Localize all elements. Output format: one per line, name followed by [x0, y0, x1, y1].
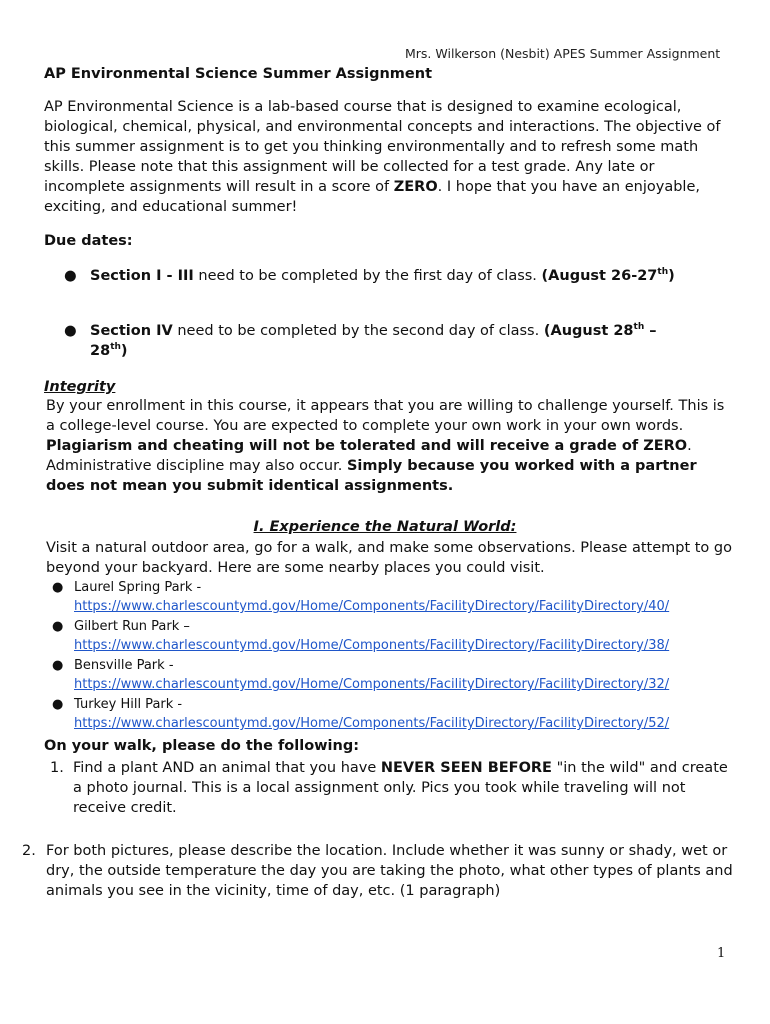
item-text — [73, 758, 733, 818]
running-header: Mrs. Wilkerson (Nesbit) APES Summer Assignment — [405, 46, 721, 61]
due-item-date-text: (August 28 — [543, 323, 634, 339]
due-item-date2-text: – 28 — [90, 323, 657, 359]
intro-paragraph — [44, 97, 734, 217]
park-link[interactable]: https://www.charlescountymd.gov/Home/Components/FacilityDirectory/FacilityDirectory/52/ — [74, 716, 670, 731]
item-text-b: "in the wild" and create a photo journal. This is a local assignment only. Pics you took while traveling will not receive credit. — [73, 760, 728, 816]
park-link[interactable]: https://www.charlescountymd.gov/Home/Components/FacilityDirectory/FacilityDirectory/40/ — [74, 599, 670, 614]
bullet-icon: ● — [52, 697, 64, 712]
due-item-text — [90, 266, 680, 286]
due-item-bold: Section IV — [90, 323, 173, 339]
due-item-date-text: (August 26-27 — [541, 268, 658, 284]
item-text-a: Find a plant AND an animal that you have — [73, 760, 381, 776]
due-dates-heading: Due dates: — [44, 233, 133, 249]
bullet-icon: ● — [52, 580, 64, 595]
due-item-date-sup: th — [657, 267, 669, 277]
item-bold: NEVER SEEN BEFORE — [380, 760, 552, 776]
due-item-date2-sup: th — [110, 342, 121, 352]
park-name: Laurel Spring Park - — [74, 580, 202, 595]
document-title: AP Environmental Science Summer Assignment — [44, 66, 432, 82]
due-item-rest: need to be completed by the first day of class. — [193, 268, 542, 284]
bullet-icon: ● — [52, 619, 64, 634]
bullet-icon: ● — [52, 658, 64, 673]
integrity-bold-a: Plagiarism and cheating will not be tolerated and will receive a grade of ZERO — [46, 438, 688, 454]
due-item-close: ) — [668, 268, 675, 284]
due-item-text — [90, 321, 680, 361]
due-item-date — [542, 268, 675, 284]
due-item-date-sup: th — [633, 322, 645, 332]
item-number: 1. — [50, 760, 64, 776]
integrity-heading: Integrity — [44, 379, 116, 395]
integrity-bold-b: Simply because you worked with a partner does not mean you submit identical assignments. — [46, 458, 697, 494]
intro-text-b: . I hope that you have an enjoyable, exciting, and educational summer! — [44, 179, 700, 215]
park-name: Turkey Hill Park - — [74, 697, 183, 712]
walk-heading: On your walk, please do the following: — [44, 738, 360, 754]
intro-text-a: AP Environmental Science is a lab-based course that is designed to examine ecological, biological, chemical, physical, and environmental concepts and interactions. The objective of this summer assignment is to get you thinking environmentally and to refresh some math skills. Please note that this assignment will be collected for a test grade. Any late or incomplete assignments will result in a score of — [44, 99, 721, 195]
due-item-bold: Section I - III — [90, 268, 194, 284]
park-name: Bensville Park - — [74, 658, 174, 673]
bullet-icon: ● — [64, 323, 77, 339]
item-number: 2. — [22, 843, 36, 859]
integrity-text-b: . Administrative discipline may also occur. — [46, 438, 692, 474]
intro-zero: ZERO — [393, 179, 438, 195]
integrity-text-a: By your enrollment in this course, it appears that you are willing to challenge yourself. This is a college-level course. You are expected to complete your own work in your own words. — [46, 398, 725, 434]
item-text: For both pictures, please describe the location. Include whether it was sunny or shady, wet or dry, the outside temperature the day you are taking the photo, what other types of plants and animals you see in the vicinity, time of day, etc. (1 paragraph) — [46, 843, 733, 899]
due-item-rest: need to be completed by the second day of class. — [172, 323, 544, 339]
section-heading: I. Experience the Natural World: — [253, 519, 517, 535]
due-item-close: ) — [120, 343, 128, 359]
integrity-paragraph — [46, 396, 736, 496]
park-link[interactable]: https://www.charlescountymd.gov/Home/Components/FacilityDirectory/FacilityDirectory/38/ — [74, 638, 670, 653]
page-number: 1 — [717, 946, 726, 961]
park-link[interactable]: https://www.charlescountymd.gov/Home/Components/FacilityDirectory/FacilityDirectory/32/ — [74, 677, 670, 692]
park-name: Gilbert Run Park – — [74, 619, 190, 634]
section-intro: Visit a natural outdoor area, go for a walk, and make some observations. Please attempt to go beyond your backyard. Here are some nearby places you could visit. — [46, 540, 732, 576]
bullet-icon: ● — [64, 268, 77, 284]
